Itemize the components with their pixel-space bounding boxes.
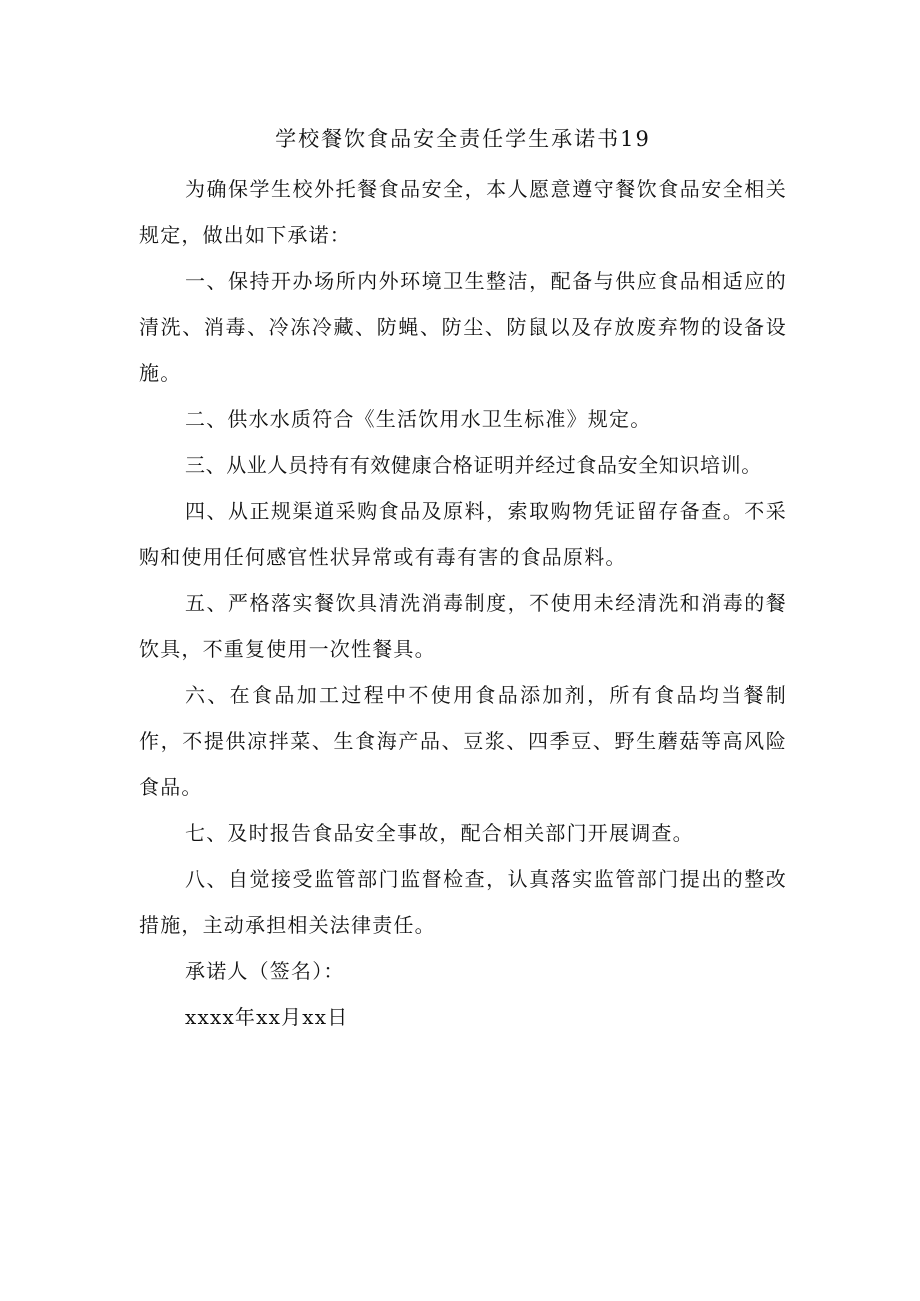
commitment-item-2: 二、供水水质符合《生活饮用水卫生标准》规定。 — [185, 407, 652, 431]
commitment-item-6: 六、在食品加工过程中不使用食品添加剂，所有食品均当餐制作，不提供凉拌菜、生食海产品、豆浆、四季豆、野生蘑菇等高风险食品。 — [139, 683, 787, 799]
commitment-item-5: 五、严格落实餐饮具清洗消毒制度，不使用未经清洗和消毒的餐饮具，不重复使用一次性餐具。 — [139, 591, 787, 661]
commitment-item-3: 三、从业人员持有有效健康合格证明并经过食品安全知识培训。 — [185, 453, 762, 477]
commitment-item-1: 一、保持开办场所内外环境卫生整洁，配备与供应食品相适应的清洗、消毒、冷冻冷藏、防蝇、防尘、防鼠以及存放废弃物的设备设施。 — [139, 269, 787, 385]
signature-label: 承诺人（签名）： — [185, 959, 345, 983]
intro-paragraph: 为确保学生校外托餐食品安全，本人愿意遵守餐饮食品安全相关规定，做出如下承诺： — [139, 177, 787, 247]
document-title: 学校餐饮食品安全责任学生承诺书19 — [275, 127, 651, 151]
document-body — [139, 118, 787, 1040]
date-line: xxxx年xx月xx日 — [185, 1005, 349, 1029]
commitment-item-8: 八、自觉接受监管部门监督检查，认真落实监管部门提出的整改措施，主动承担相关法律责任。 — [139, 867, 787, 937]
commitment-item-7: 七、及时报告食品安全事故，配合相关部门开展调查。 — [185, 821, 694, 845]
commitment-item-4: 四、从正规渠道采购食品及原料，索取购物凭证留存备查。不采购和使用任何感官性状异常或有毒有害的食品原料。 — [139, 499, 787, 569]
